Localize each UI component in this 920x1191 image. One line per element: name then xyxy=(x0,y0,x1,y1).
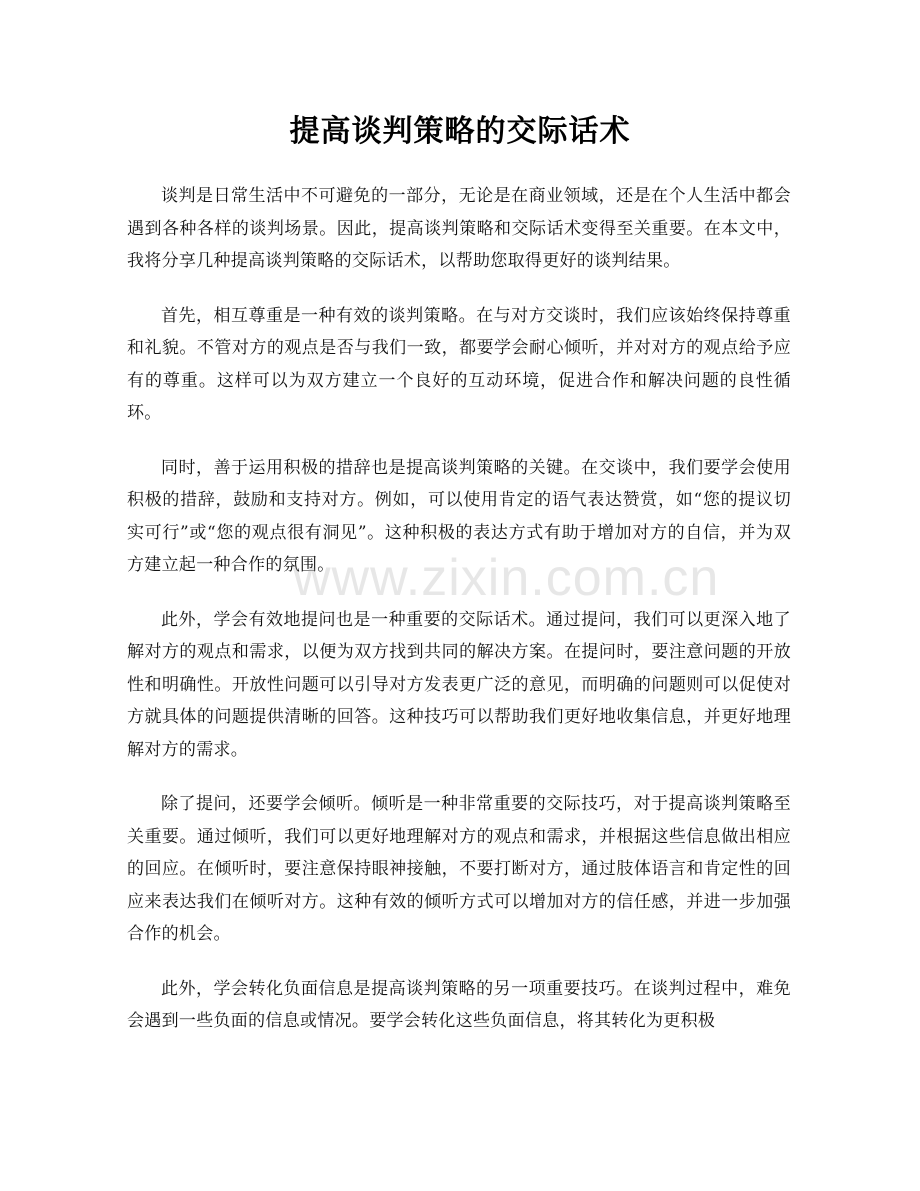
paragraph-5: 除了提问，还要学会倾听。倾听是一种非常重要的交际技巧，对于提高谈判策略至关重要。通过倾听，我们可以更好地理解对方的观点和需求，并根据这些信息做出相应的回应。在倾听时，要注意保持眼神接触，不要打断对方，通过肢体语言和肯定性的回应来表达我们在倾听对方。这种有效的倾听方式可以增加对方的信任感，并进一步加强合作的机会。 xyxy=(127,794,791,944)
document-title: 提高谈判策略的交际话术 xyxy=(289,114,631,149)
paragraph-2: 首先，相互尊重是一种有效的谈判策略。在与对方交谈时，我们应该始终保持尊重和礼貌。不管对方的观点是否与我们一致，都要学会耐心倾听，并对对方的观点给予应有的尊重。这样可以为双方建立一个良好的互动环境，促进合作和解决问题的良性循环。 xyxy=(127,305,791,423)
paragraph-3: 同时，善于运用积极的措辞也是提高谈判策略的关键。在交谈中，我们要学会使用积极的措辞，鼓励和支持对方。例如，可以使用肯定的语气表达赞赏，如“您的提议切实可行”或“您的观点很有洞见”。这种积极的表达方式有助于增加对方的自信，并为双方建立起一种合作的氛围。 xyxy=(127,457,791,575)
paragraph-4: 此外，学会有效地提问也是一种重要的交际话术。通过提问，我们可以更深入地了解对方的观点和需求，以便为双方找到共同的解决方案。在提问时，要注意问题的开放性和明确性。开放性问题可以引导对方发表更广泛的意见，而明确的问题则可以促使对方就具体的问题提供清晰的回答。这种技巧可以帮助我们更好地收集信息，并更好地理解对方的需求。 xyxy=(127,609,791,760)
paragraph-1: 谈判是日常生活中不可避免的一部分，无论是在商业领域，还是在个人生活中都会遇到各种各样的谈判场景。因此，提高谈判策略和交际话术变得至关重要。在本文中，我将分享几种提高谈判策略的交际话术，以帮助您取得更好的谈判结果。 xyxy=(127,186,791,271)
paragraph-6: 此外，学会转化负面信息是提高谈判策略的另一项重要技巧。在谈判过程中，难免会遇到一些负面的信息或情况。要学会转化这些负面信息，将其转化为更积极 xyxy=(127,978,791,1031)
watermark-text: www.zixin.com.cn xyxy=(293,549,720,607)
document-body xyxy=(127,180,791,1060)
